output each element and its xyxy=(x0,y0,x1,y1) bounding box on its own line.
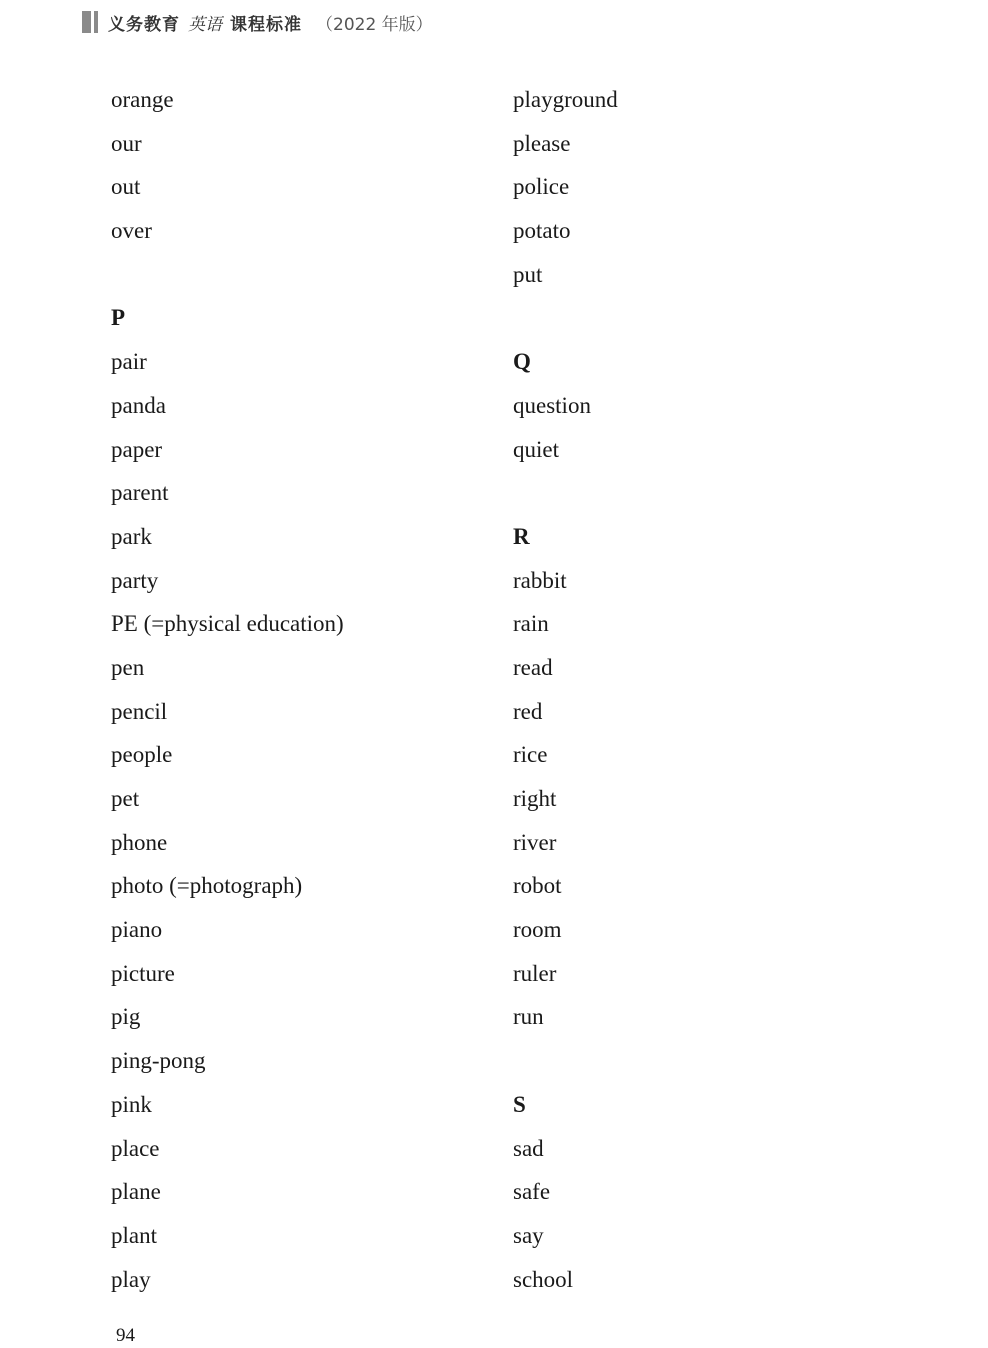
vocabulary-word: our xyxy=(111,130,142,156)
header-bar-icon xyxy=(82,11,98,33)
vocabulary-word: park xyxy=(111,523,152,549)
header-standard: 课程标准 xyxy=(230,14,302,35)
vocabulary-word: ping-pong xyxy=(111,1048,206,1074)
vocabulary-word: playground xyxy=(513,87,618,112)
blank-line xyxy=(111,253,344,297)
vocabulary-word: people xyxy=(111,742,173,768)
vocabulary-word: quiet xyxy=(513,436,559,462)
vocabulary-word: robot xyxy=(513,873,562,899)
vocabulary-word: paper xyxy=(111,436,163,462)
vocabulary-word: right xyxy=(513,786,557,811)
header-title xyxy=(108,10,433,35)
vocabulary-word: put xyxy=(513,261,543,287)
page-number: 94 xyxy=(116,1325,135,1346)
vocabulary-word: sad xyxy=(513,1135,544,1161)
letter-heading: R xyxy=(513,523,530,549)
vocabulary-word: PE (=physical education) xyxy=(111,611,344,637)
blank-line xyxy=(513,471,618,515)
vocabulary-word: party xyxy=(111,567,159,593)
vocabulary-word: say xyxy=(513,1222,544,1248)
vocabulary-word: picture xyxy=(111,960,175,986)
header-bar-narrow xyxy=(94,11,98,33)
header-bar-wide xyxy=(82,11,91,33)
vocabulary-word: red xyxy=(513,698,543,724)
vocabulary-word: room xyxy=(513,917,562,943)
letter-heading: S xyxy=(513,1091,526,1117)
vocabulary-word: ruler xyxy=(513,960,557,986)
vocabulary-word: rice xyxy=(513,742,548,768)
vocabulary-word: river xyxy=(513,829,557,855)
vocabulary-word: run xyxy=(513,1004,544,1030)
vocabulary-word: school xyxy=(513,1266,574,1292)
vocabulary-word: pen xyxy=(111,654,145,680)
vocabulary-word: parent xyxy=(111,480,169,506)
vocabulary-word: play xyxy=(111,1266,151,1292)
vocabulary-word: piano xyxy=(111,917,163,943)
vocabulary-word: plane xyxy=(111,1179,161,1205)
vocabulary-word: place xyxy=(111,1135,160,1161)
vocabulary-word: panda xyxy=(111,392,166,418)
word-list-left-column xyxy=(111,78,344,1301)
blank-line xyxy=(513,1039,618,1083)
vocabulary-word: pair xyxy=(111,349,147,375)
vocabulary-word: rain xyxy=(513,611,549,637)
vocabulary-word: police xyxy=(513,174,570,200)
letter-heading: Q xyxy=(513,349,531,375)
vocabulary-word: pink xyxy=(111,1091,152,1117)
vocabulary-word: plant xyxy=(111,1222,157,1248)
vocabulary-word: over xyxy=(111,218,152,244)
blank-line xyxy=(513,296,618,340)
header-edition: （2022 年版） xyxy=(316,14,433,35)
vocabulary-word: safe xyxy=(513,1179,551,1205)
header-subject: 英语 xyxy=(188,14,222,35)
vocabulary-word: read xyxy=(513,654,553,680)
vocabulary-word: pet xyxy=(111,786,140,811)
header-book-title: 义务教育 xyxy=(108,14,180,35)
vocabulary-word: pencil xyxy=(111,698,168,724)
vocabulary-word: out xyxy=(111,174,141,200)
vocabulary-word: question xyxy=(513,392,591,418)
vocabulary-word: orange xyxy=(111,87,174,112)
vocabulary-word: please xyxy=(513,130,571,156)
word-list-right-column xyxy=(513,78,618,1301)
vocabulary-word: photo (=photograph) xyxy=(111,873,303,899)
vocabulary-word: potato xyxy=(513,218,571,244)
vocabulary-word: phone xyxy=(111,829,168,855)
vocabulary-word: rabbit xyxy=(513,567,567,593)
running-header xyxy=(82,8,433,36)
vocabulary-word: pig xyxy=(111,1004,141,1030)
letter-heading: P xyxy=(111,305,126,331)
